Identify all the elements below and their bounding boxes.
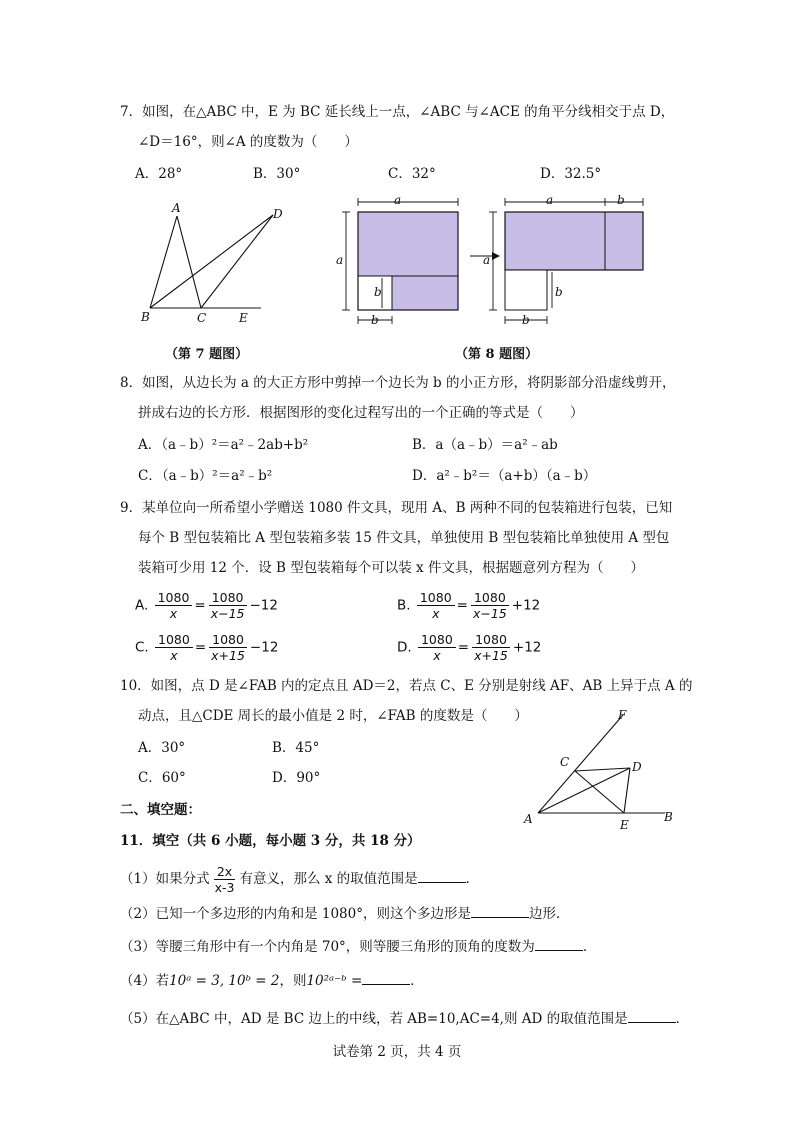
label-b-inner-right: b bbox=[555, 285, 563, 299]
q8-option-b: B．a（a﹣b）＝a²﹣ab bbox=[412, 437, 558, 453]
q10-option-b: B．45° bbox=[272, 740, 320, 756]
q8-option-d: D．a²﹣b²＝（a+b）（a﹣b） bbox=[412, 468, 597, 484]
q9-option-c: C. $\frac{1080}{x}$ = $\frac{1080}{x+15}$ −12 bbox=[135, 632, 279, 663]
segment-de bbox=[624, 768, 630, 813]
q9-option-a: A. $\frac{1080}{x}$ = $\frac{1080}{x-15}$ −12 bbox=[135, 590, 278, 621]
label-a: A bbox=[172, 201, 181, 215]
q10-line-2: 动点，且△CDE 周长的最小值是 2 时，∠FAB 的度数是（ ） bbox=[138, 708, 528, 724]
q10-line-1: 10．如图，点 D 是∠FAB 内的定点且 AD＝2，若点 C、E 分别是射线 AF、AB 上异于点 A 的 bbox=[120, 678, 693, 694]
q9-option-b: B. $\frac{1080}{x}$ = $\frac{1080}{x-15}$ +12 bbox=[397, 590, 541, 621]
label-b-bottom-left: b bbox=[371, 313, 379, 327]
q11-heading: 11．填空（共 6 小题，每小题 3 分，共 18 分） bbox=[120, 833, 421, 849]
label-e: E bbox=[620, 818, 629, 832]
q9-line-2: 每个 B 型包装箱比 A 型包装箱多装 15 件文具，单独使用 B 型包装箱比单独使用 A 型包 bbox=[138, 530, 670, 546]
label-f: F bbox=[618, 708, 627, 722]
q9-line-3: 装箱可少用 12 个．设 B 型包装箱每个可以装 x 件文具，根据题意列方程为（ ） bbox=[138, 560, 644, 576]
q8-line-2: 拼成右边的长方形．根据图形的变化过程写出的一个正确的等式是（ ） bbox=[138, 405, 584, 421]
shaded-bottom-region bbox=[392, 276, 458, 310]
q11-item-1: （1）如果分式 $\frac{2x}{x-3}$ 有意义，那么 x 的取值范围是 ． bbox=[120, 864, 480, 895]
q8-option-c: C．（a﹣b）²＝a²﹣b² bbox=[138, 468, 273, 484]
segment-cd bbox=[575, 768, 630, 771]
label-b: B bbox=[141, 310, 150, 324]
q11-item-4: （4）若10ᵃ = 3, 10ᵇ = 2，则10²ᵃ⁻ᵇ = ． bbox=[120, 970, 424, 991]
label-c: C bbox=[197, 311, 207, 325]
ray-af bbox=[538, 715, 623, 813]
segment-ba bbox=[150, 216, 177, 308]
q9-option-d: D. $\frac{1080}{x}$ = $\frac{1080}{x+15}$ +12 bbox=[397, 632, 542, 663]
label-a-top-left: a bbox=[394, 193, 402, 207]
segment-ac bbox=[177, 216, 201, 308]
label-d: D bbox=[632, 760, 642, 774]
label-a: A bbox=[524, 812, 533, 826]
label-b: B bbox=[664, 810, 673, 824]
q7-caption: （第 7 题图） bbox=[165, 347, 249, 362]
label-a-top-right: a bbox=[546, 193, 554, 207]
q10-option-d: D．90° bbox=[272, 770, 321, 786]
label-b-top-right: b bbox=[617, 193, 625, 207]
page-footer: 试卷第 2 页，共 4 页 bbox=[332, 1044, 462, 1060]
label-d: D bbox=[273, 207, 283, 221]
q8-caption: （第 8 题图） bbox=[455, 347, 539, 362]
label-b-bottom-right: b bbox=[522, 313, 530, 327]
segment-ce bbox=[575, 771, 624, 813]
shaded-top-region bbox=[358, 212, 458, 276]
label-b-inner-left: b bbox=[374, 285, 382, 299]
q10-angle-figure bbox=[520, 705, 680, 835]
q7-option-b: B．30° bbox=[253, 166, 301, 182]
label-c: C bbox=[560, 755, 570, 769]
q7-option-d: D．32.5° bbox=[540, 166, 602, 182]
q7-option-c: C．32° bbox=[388, 166, 436, 182]
q8-line-1: 8．如图，从边长为 a 的大正方形中剪掉一个边长为 b 的小正方形，将阴影部分沿虚线剪开， bbox=[120, 375, 676, 391]
label-a-side-left: a bbox=[336, 253, 344, 267]
q11-item-5: （5）在△ABC 中，AD 是 BC 边上的中线，若 AB=10,AC=4,则 AD 的取值范围是 ． bbox=[120, 1008, 689, 1029]
q7-line-2: ∠D＝16°，则∠A 的度数为（ ） bbox=[138, 134, 358, 150]
section-2-heading: 二、填空题： bbox=[120, 802, 201, 818]
assembled-rectangle bbox=[505, 212, 643, 270]
q9-line-1: 9．某单位向一所希望小学赠送 1080 件文具，现用 A、B 两种不同的包装箱进行包装，已知 bbox=[120, 500, 673, 516]
q7-triangle-figure bbox=[135, 198, 295, 328]
label-e: E bbox=[239, 311, 248, 325]
q11-item-2: （2）已知一个多边形的内角和是 1080°，则这个多边形是 边形． bbox=[120, 903, 570, 924]
q7-line-1: 7．如图，在△ABC 中，E 为 BC 延长线上一点，∠ABC 与∠ACE 的角平分线相交于点 D， bbox=[120, 104, 675, 120]
q8-square-figure bbox=[330, 192, 660, 332]
q11-item-3: （3）等腰三角形中有一个内角是 70°，则等腰三角形的顶角的度数为 ． bbox=[120, 936, 596, 957]
q8-option-a: A．（a﹣b）²＝a²﹣2ab+b² bbox=[138, 437, 309, 453]
q10-option-c: C．60° bbox=[138, 770, 186, 786]
q7-option-a: A．28° bbox=[135, 166, 183, 182]
label-a-side-right: a bbox=[483, 253, 491, 267]
q10-option-a: A．30° bbox=[138, 740, 186, 756]
